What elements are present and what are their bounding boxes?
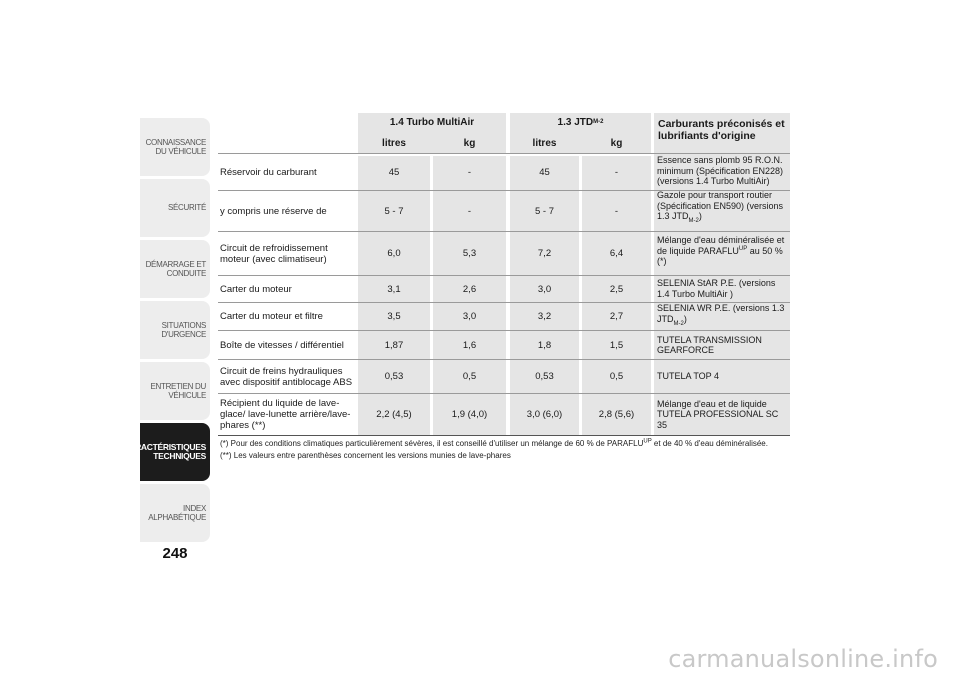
row-value: 0,53 — [384, 371, 404, 382]
row-value: 1,5 — [609, 339, 624, 351]
fluids-capacity-table — [218, 0, 790, 679]
row-label: Boîte de vitesses / différentiel — [220, 339, 344, 351]
row-value: 1,8 — [537, 339, 552, 351]
row-value: 2,6 — [462, 283, 477, 295]
row-value: 2,8 (5,6) — [598, 409, 635, 420]
row-label: Circuit de refroidissement moteur (avec climatiseur) — [220, 242, 328, 265]
row-label: y compris une réserve de — [220, 205, 327, 217]
row-value: 5 - 7 — [534, 205, 554, 217]
engine1-litres-header: litres — [382, 137, 406, 149]
row-value: - — [614, 205, 619, 217]
row-value: 6,0 — [387, 248, 401, 259]
fuel-gasoline: Essence sans plomb 95 R.O.N. minimum (Spécification EN228) (versions 1.4 Turbo MultiAir) — [657, 155, 784, 186]
row-label: Circuit de freins hydrauliques avec dispositif antiblocage ABS — [220, 365, 353, 388]
row-value: 2,2 (4,5) — [376, 409, 412, 420]
row-label: Carter du moteur et filtre — [220, 311, 323, 322]
row-value: 1,9 (4,0) — [451, 409, 488, 420]
engine1-header: 1.4 Turbo MultiAir — [389, 116, 475, 128]
row-value: - — [614, 166, 619, 178]
tab-caracteristiques-techniques[interactable]: CARACTÉRISTIQUES TECHNIQUES — [140, 423, 210, 481]
fuel-diesel: Gazole pour transport routier (Spécification EN590) (versions 1.3 $JTD_{M-2}$) — [657, 190, 784, 224]
row-label: Récipient du liquide de lave-glace/ lave-lunette arrière/lave-phares (**) — [220, 398, 351, 431]
engine2-header: 1.3 JTD M-2 — [557, 116, 604, 128]
row-value: 1,87 — [384, 339, 404, 351]
tab-index-alphabetique[interactable]: INDEX ALPHABÉTIQUE — [140, 484, 210, 542]
row-value: 3,1 — [387, 283, 401, 295]
watermark: carmanualsonline.info — [668, 645, 938, 673]
row-value: 1,6 — [462, 339, 477, 351]
tab-situations-d-urgence[interactable]: SITUATIONS D'URGENCE — [140, 301, 210, 359]
row-value: 45 — [539, 166, 550, 178]
tab-entretien-du-vehicule[interactable]: ENTRETIEN DU VÉHICULE — [140, 362, 210, 420]
tab-demarrage-et-conduite[interactable]: DÉMARRAGE ET CONDUITE — [140, 240, 210, 298]
row-value: 45 — [388, 166, 400, 178]
row-value: - — [467, 205, 472, 217]
fuels-header: Carburants préconisés et lubrifiants d'origine — [658, 118, 785, 142]
footnote-1: (*) Pour des conditions climatiques particulièrement sévères, il est conseillé d'utiliser un mélange de 60 % de $PARAFLU^{UP}$ et de 40 % d'eau déminéralisée. — [220, 438, 768, 448]
engine2-litres-header: litres — [532, 137, 557, 149]
fuel-oil-jtd: SELENIA WR P.E. (versions 1.3 $JTD_{M-2}$) — [657, 303, 785, 327]
fuel-brake: TUTELA TOP 4 — [657, 371, 720, 382]
engine2-kg-header: kg — [610, 137, 623, 149]
fuel-coolant: Mélange d'eau déminéralisée et de liquide $PARAFLU^{UP}$ au 50 % (*) — [657, 235, 785, 266]
footnote-2: (**) Les valeurs entre parenthèses concernent les versions munies de lave-phares — [220, 451, 511, 460]
row-value: 2,5 — [609, 283, 624, 295]
fuel-gearbox: TUTELA TRANSMISSION GEARFORCE — [657, 334, 762, 355]
row-label: Carter du moteur — [220, 283, 292, 295]
row-value: 3,2 — [537, 311, 552, 322]
page-number: 248 — [162, 545, 188, 562]
engine1-kg-header: kg — [463, 137, 476, 149]
row-value: 3,0 (6,0) — [526, 409, 563, 420]
tab-connaissance-du-vehicule[interactable]: CONNAISSANCE DU VÉHICULE — [140, 118, 210, 176]
row-value: 3,0 — [462, 311, 477, 322]
fuel-washer: Mélange d'eau et de liquide TUTELA PROFESSIONAL SC 35 — [657, 398, 779, 430]
row-value: 5,3 — [462, 248, 477, 259]
row-label: Réservoir du carburant — [220, 166, 317, 178]
row-value: 3,0 — [537, 283, 552, 295]
row-value: 0,53 — [535, 371, 554, 382]
row-value: 2,7 — [609, 311, 624, 322]
row-value: 0,5 — [609, 371, 624, 382]
row-value: 5 - 7 — [384, 205, 404, 217]
row-value: 6,4 — [609, 248, 624, 259]
tab-securite[interactable]: SÉCURITÉ — [140, 179, 210, 237]
row-value: - — [467, 166, 472, 178]
row-value: 3,5 — [387, 311, 401, 322]
row-value: 0,5 — [462, 371, 477, 382]
fuel-oil-multiair: SELENIA StAR P.E. (versions 1.4 Turbo MultiAir ) — [657, 278, 776, 299]
row-value: 7,2 — [537, 248, 552, 259]
